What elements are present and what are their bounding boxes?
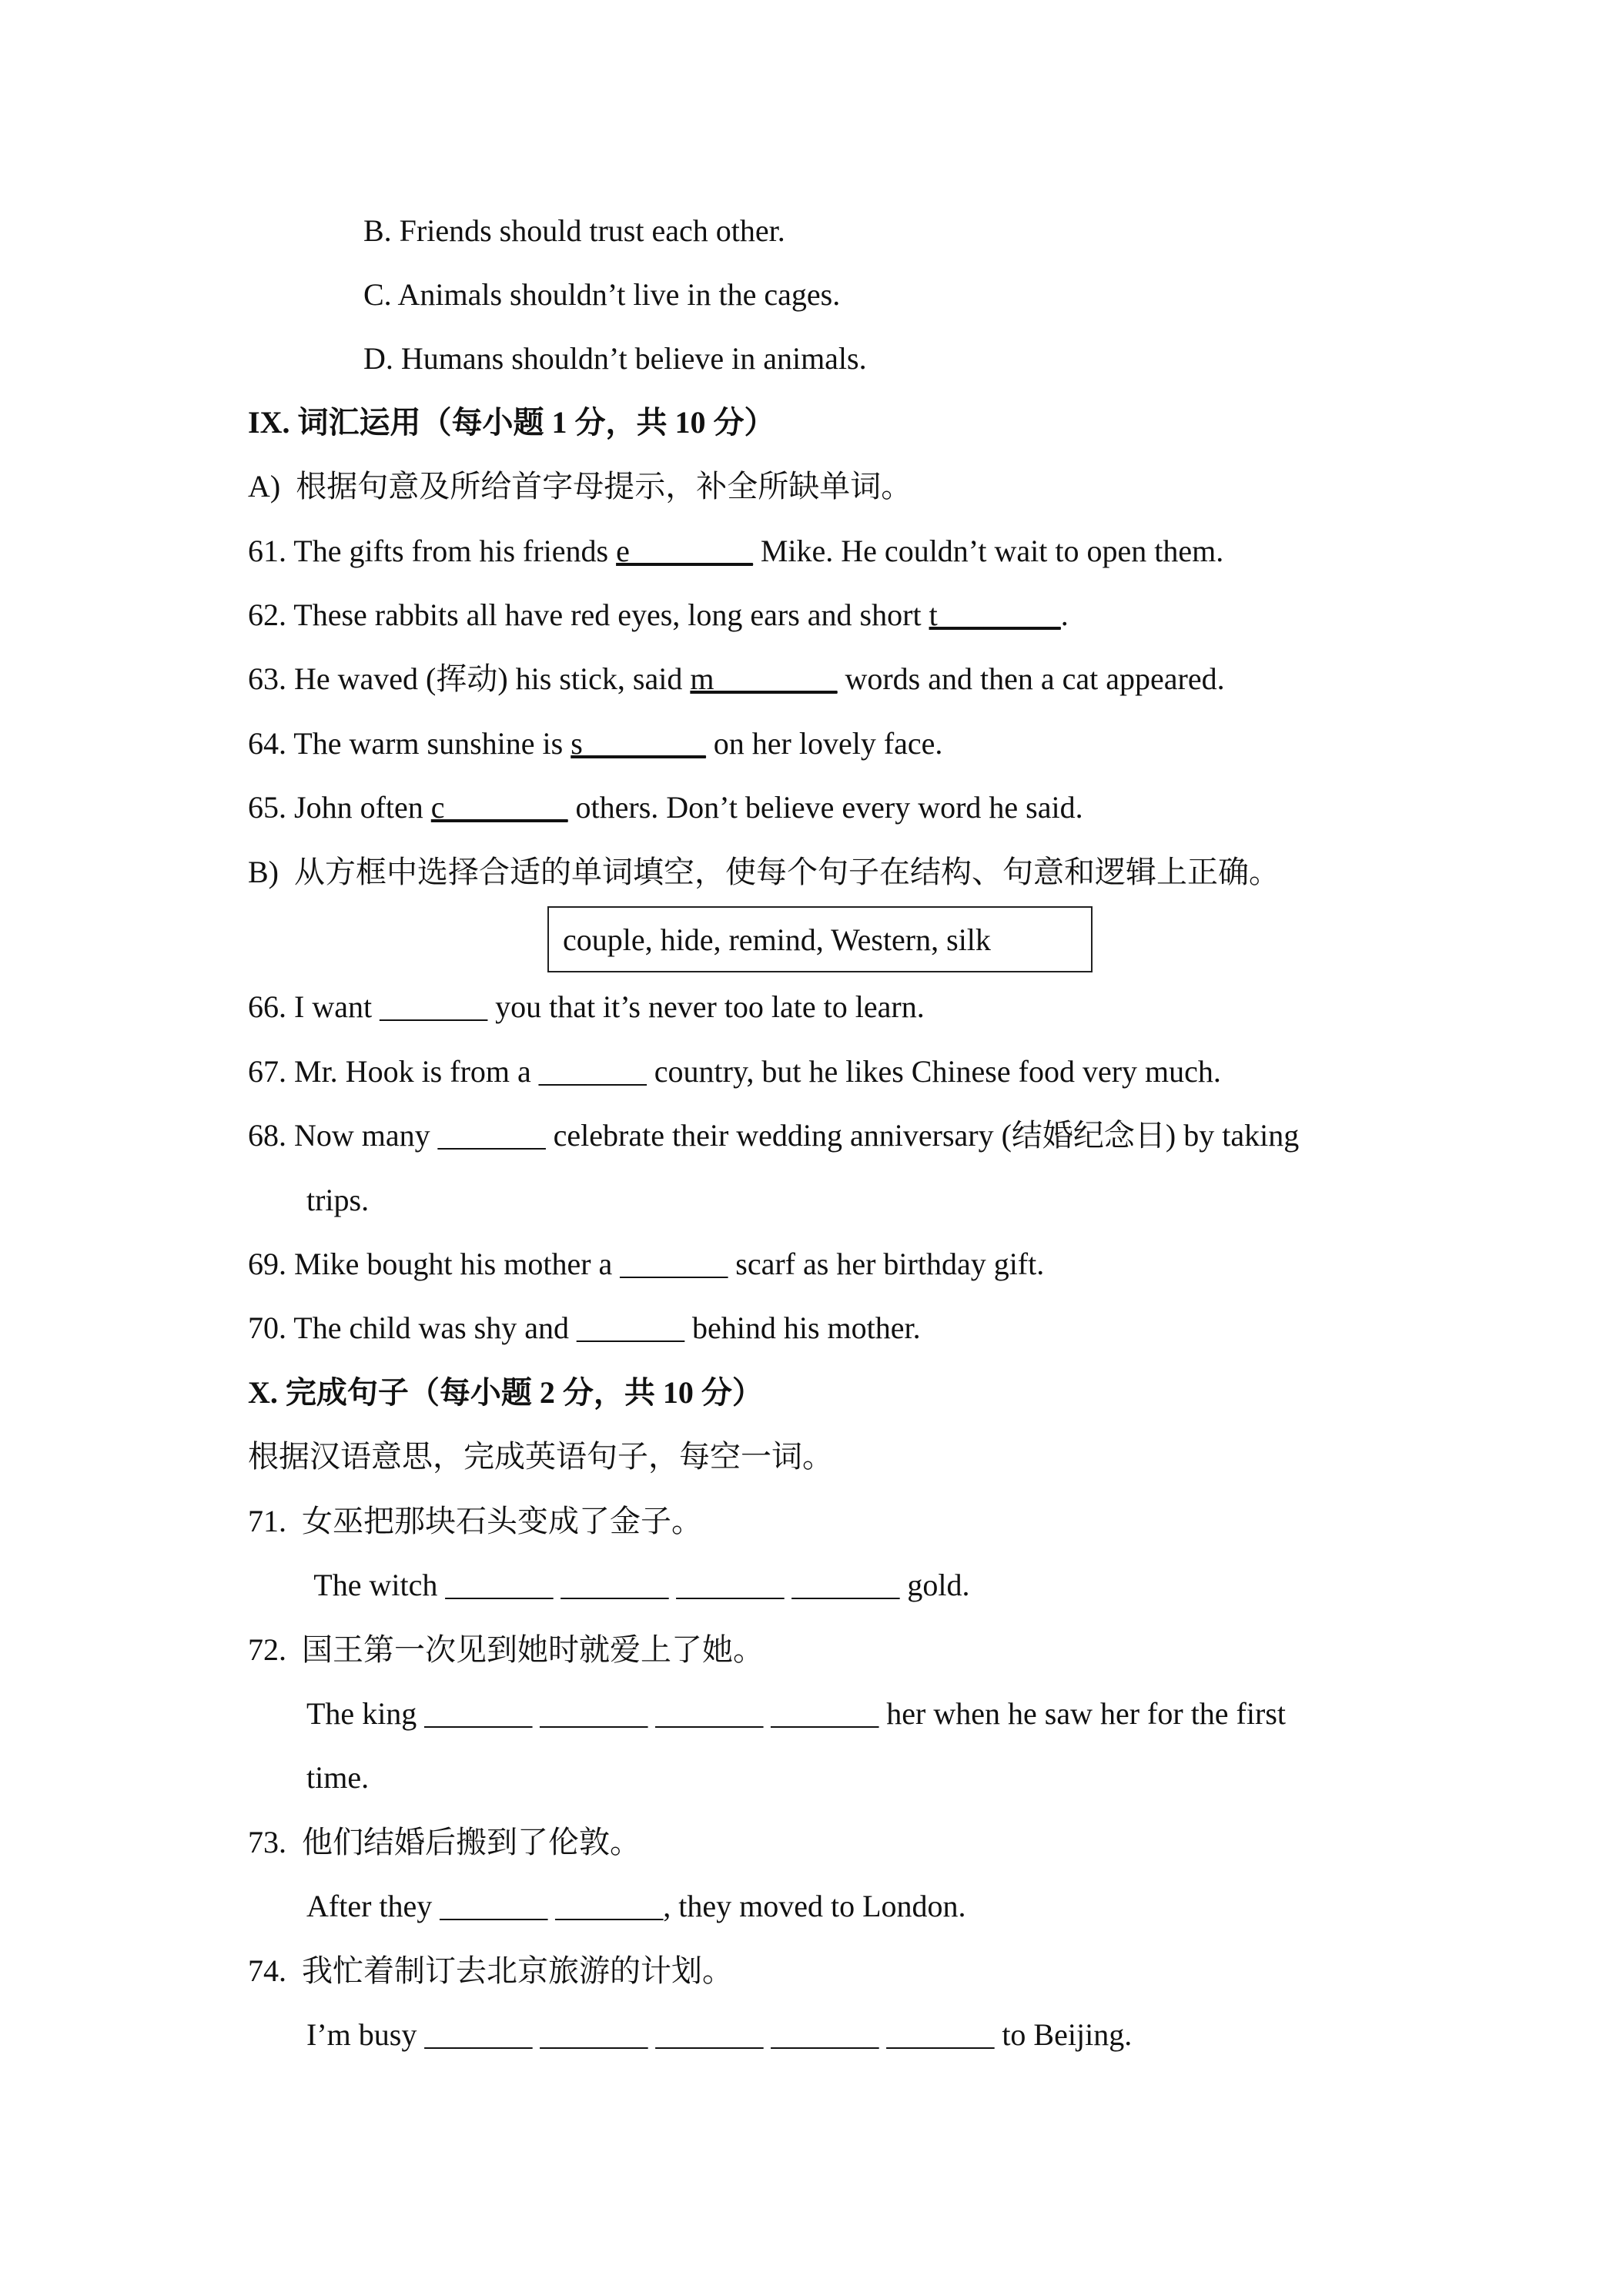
question-68-continuation: trips. [306,1183,370,1217]
section-x-title: 完成句子（每小题 2 分，共 10 分） [285,1375,763,1410]
question-64 [248,725,942,762]
question-text: others. Don’t believe every word he said. [567,790,1083,825]
answer-blank[interactable]: m________ [690,661,838,696]
question-61 [248,533,1223,570]
section-ix-title: 词汇运用（每小题 1 分，共 10 分） [297,405,775,440]
question-74-english: I’m busy _______ _______ _______ _______ _______ to Beijing. [306,2017,1133,2052]
part-a-text: 根据句意及所给首字母提示，补全所缺单词。 [296,469,912,504]
answer-blank[interactable]: e________ [616,534,753,568]
section-x-numeral: X. [248,1375,286,1410]
question-text: . [1060,597,1069,632]
question-text: Mike. He couldn’t wait to open them. [752,534,1224,568]
part-b-label: B) [248,855,279,889]
question-72-continuation: time. [306,1760,370,1795]
section-x-heading [248,1374,763,1411]
question-text: 61. The gifts from his friends [248,534,617,568]
question-67: 67. Mr. Hook is from a _______ country, but he likes Chinese food very much. [248,1054,1221,1089]
option-b: B. Friends should trust each other. [363,213,785,248]
question-text: 65. John often [248,790,431,825]
question-74-chinese: 74. 我忙着制订去北京旅游的计划。 [248,1953,733,1988]
answer-blank[interactable]: c________ [430,790,568,825]
question-73-chinese: 73. 他们结婚后搬到了伦敦。 [248,1825,641,1859]
option-d: D. Humans shouldn’t believe in animals. [363,341,867,376]
section-ix-numeral: IX. [248,405,298,440]
part-a-label: A) [248,469,281,504]
question-68: 68. Now many _______ celebrate their wedding anniversary (结婚纪念日) by taking [248,1118,1300,1153]
question-71-english: The witch _______ _______ _______ _______ gold. [306,1568,970,1602]
word-bank-text: couple, hide, remind, Western, silk [563,922,991,957]
question-66: 66. I want _______ you that it’s never too late to learn. [248,989,925,1024]
word-bank-box [547,906,1093,972]
part-b-text: 从方框中选择合适的单词填空，使每个句子在结构、句意和逻辑上正确。 [294,855,1280,889]
question-72-english: The king _______ _______ _______ _______ her when he saw her for the first [306,1696,1286,1731]
question-65 [248,789,1083,826]
question-73-english: After they _______ _______, they moved to London. [306,1889,966,1923]
question-70: 70. The child was shy and _______ behind his mother. [248,1310,921,1345]
answer-blank[interactable]: t________ [929,597,1061,632]
question-text: words and then a cat appeared. [837,661,1225,696]
answer-blank[interactable]: s________ [571,726,706,761]
question-text: 63. He waved (挥动) his stick, said [248,661,691,696]
question-text: on her lovely face. [705,726,943,761]
question-69: 69. Mike bought his mother a _______ scarf as her birthday gift. [248,1247,1045,1281]
option-c: C. Animals shouldn’t live in the cages. [363,277,841,312]
question-62 [248,597,1069,634]
question-text: 62. These rabbits all have red eyes, long ears and short [248,597,929,632]
section-ix-heading [248,404,775,441]
question-text: 64. The warm sunshine is [248,726,571,761]
section-x-instruction: 根据汉语意思，完成英语句子，每空一词。 [248,1439,833,1474]
question-63 [248,661,1225,698]
part-a-instruction [248,468,912,505]
part-b-instruction [248,854,1280,891]
question-71-chinese: 71. 女巫把那块石头变成了金子。 [248,1504,702,1538]
question-72-chinese: 72. 国王第一次见到她时就爱上了她。 [248,1632,764,1667]
